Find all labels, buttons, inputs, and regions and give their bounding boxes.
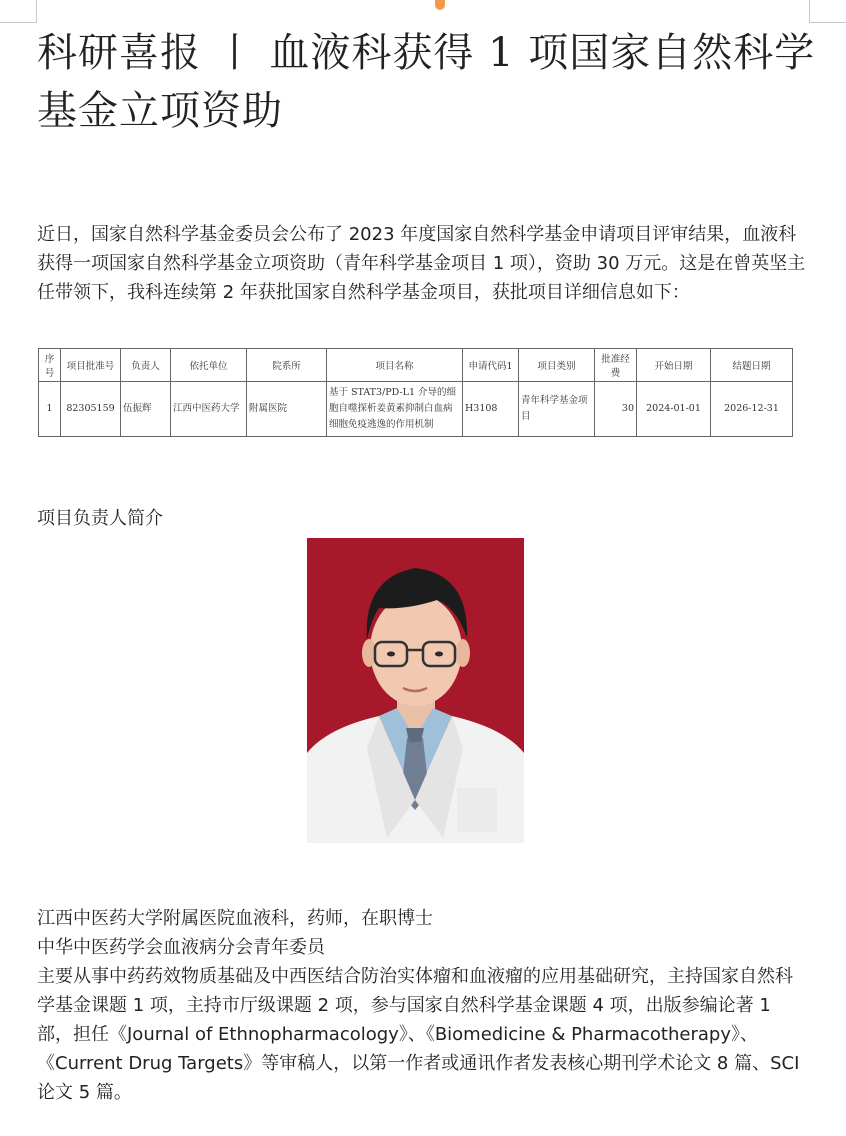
header-no: 序号 — [39, 349, 61, 382]
page-corner-right — [809, 0, 846, 23]
header-project-name: 项目名称 — [327, 349, 463, 382]
cell-project-name: 基于 STAT3/PD-L1 介导的细胞自噬探析姜黄素抑制白血病细胞免疫逃逸的作用机制 — [327, 382, 463, 437]
cell-category: 青年科学基金项目 — [519, 382, 595, 437]
header-approval-no: 项目批准号 — [61, 349, 121, 382]
portrait-photo — [307, 538, 524, 843]
section-label-pi-intro: 项目负责人简介 — [37, 508, 163, 529]
header-pi: 负责人 — [121, 349, 171, 382]
intro-paragraph: 近日，国家自然科学基金委员会公布了 2023 年度国家自然科学基金申请项目评审结果，血液科获得一项国家自然科学基金立项资助（青年科学基金项目 1 项），资助 30 万元。这是在曾英坚主任带领下，我科连续第 2 年获批国家自然科学基金项目，获批项目详细信息如下： — [37, 224, 806, 303]
cell-approval-no: 82305159 — [61, 382, 121, 437]
cell-funding: 30 — [595, 382, 637, 437]
bio-line-membership: 中华中医药学会血液病分会青年委员 — [37, 937, 325, 958]
cell-start-date: 2024-01-01 — [637, 382, 711, 437]
portrait-illustration — [307, 538, 524, 843]
cell-code: H3108 — [463, 382, 519, 437]
page-corner-left — [0, 0, 37, 23]
table-row — [39, 382, 793, 437]
table-header-row — [39, 349, 793, 382]
header-end-date: 结题日期 — [711, 349, 793, 382]
cell-no: 1 — [39, 382, 61, 437]
cell-end-date: 2026-12-31 — [711, 382, 793, 437]
header-funding: 批准经费 — [595, 349, 637, 382]
header-code: 申请代码1 — [463, 349, 519, 382]
header-institution: 依托单位 — [171, 349, 247, 382]
header-category: 项目类别 — [519, 349, 595, 382]
scroll-indicator — [435, 0, 445, 10]
cell-department: 附属医院 — [247, 382, 327, 437]
header-start-date: 开始日期 — [637, 349, 711, 382]
article-title: 科研喜报 丨 血液科获得 1 项国家自然科学基金立项资助 — [37, 30, 816, 134]
bio-line-affiliation: 江西中医药大学附属医院血液科，药师，在职博士 — [37, 908, 433, 929]
bio-section — [37, 904, 807, 1107]
cell-institution: 江西中医药大学 — [171, 382, 247, 437]
bio-line-research: 主要从事中药药效物质基础及中西医结合防治实体瘤和血液瘤的应用基础研究，主持国家自然科学基金课题 1 项，主持市厅级课题 2 项，参与国家自然科学基金课题 4 项，出版参编论著 1 部，担任《Journal of Ethnopharmacology》、《Biomedicine & Pharmacotherapy》、《Current Drug Targets》等审稿人，以第一作者或通讯作者发表核心期刊学术论文 8 篇、SCI 论文 5 篇。 — [37, 966, 800, 1103]
header-department: 院系所 — [247, 349, 327, 382]
grant-table — [38, 348, 793, 437]
cell-pi: 伍振辉 — [121, 382, 171, 437]
